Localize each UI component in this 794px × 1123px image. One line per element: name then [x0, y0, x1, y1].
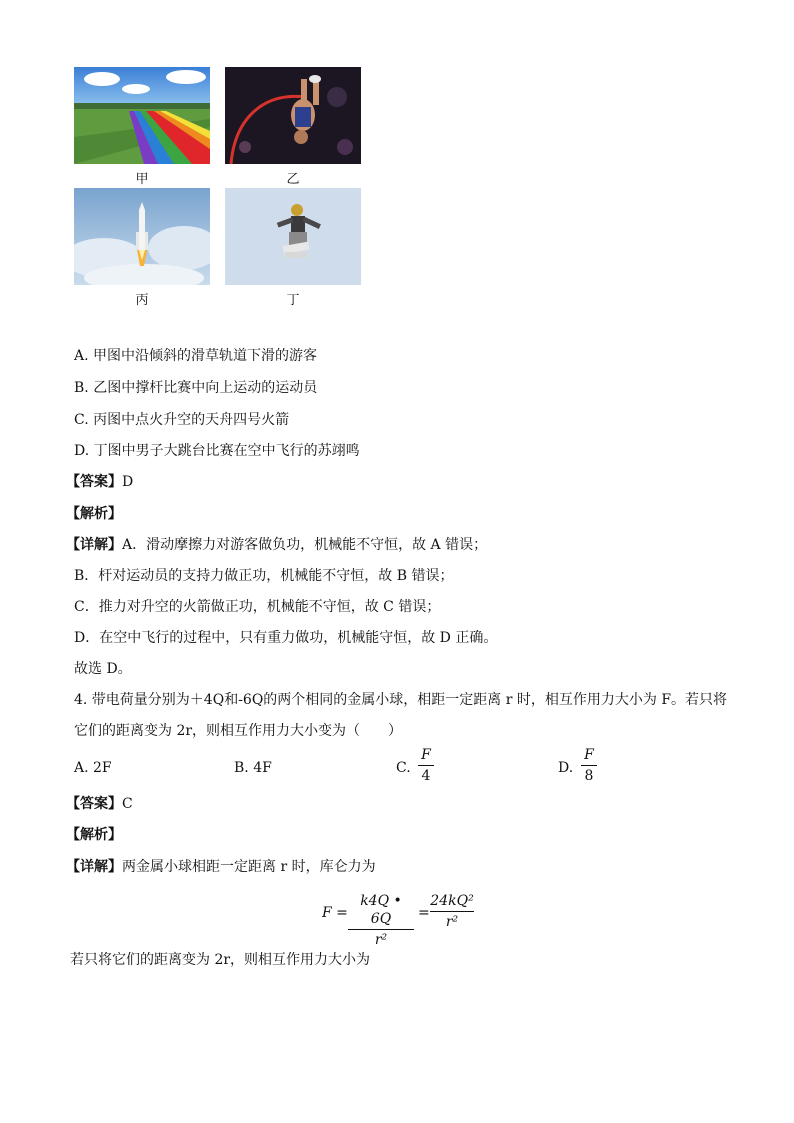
- figure-jia-image: [74, 67, 210, 164]
- q3-answer-tag: 【答案】: [66, 474, 122, 490]
- q4-option-c-bar: [418, 765, 434, 766]
- q3-detail-line-c: C．推力对升空的火箭做正功，机械能不守恒，故 C 错误；: [74, 599, 441, 615]
- q3-detail-line-d: D．在空中飞行的过程中，只有重力做功，机械能守恒，故 D 正确。: [74, 630, 498, 646]
- q4-analysis-tag: 【解析】: [66, 827, 122, 843]
- q3-answer: [66, 472, 133, 492]
- q4-stem-line-2: 它们的距离变为 2r，则相互作用力大小变为（ ）: [74, 723, 403, 739]
- rocket-launch-icon: [74, 188, 210, 285]
- q3-detail-first-line: [66, 535, 487, 555]
- snowboard-jumper-icon: [225, 188, 361, 285]
- q4-formula-fraction-1-denominator: r²: [374, 932, 388, 948]
- q4-option-d-numerator: F: [584, 747, 594, 763]
- q4-formula-fraction-1: [348, 892, 414, 949]
- figure-ding-image: [225, 188, 361, 285]
- q4-answer-tag: 【答案】: [66, 796, 122, 812]
- q4-formula-fraction-1-numerator: k4Q • 6Q: [360, 893, 402, 927]
- q4-option-d-label: D.: [558, 760, 574, 776]
- q4-after-text: 若只将它们的距离变为 2r，则相互作用力大小为: [70, 952, 371, 968]
- pole-vaulter-icon: [225, 67, 361, 164]
- q4-stem-line-1: 4. 带电荷量分别为＋4Q和-6Q的两个相同的金属小球，相距一定距离 r 时，相互作用力大小为 F。若只将: [74, 692, 728, 708]
- figure-jia-caption: 甲: [135, 172, 149, 187]
- q4-detail-tag: 【详解】: [66, 859, 122, 875]
- q4-option-d-denominator: 8: [584, 768, 594, 784]
- figure-ding-caption: 丁: [286, 293, 300, 308]
- q3-detail-line-a: A．滑动摩擦力对游客做负功，机械能不守恒，故 A 错误；: [122, 537, 488, 553]
- q4-formula-fraction-2-bar: [430, 911, 474, 912]
- q3-option-c: C. 丙图中点火升空的天舟四号火箭: [74, 412, 290, 428]
- q3-detail-line-b: B．杆对运动员的支持力做正功，机械能不守恒，故 B 错误；: [74, 568, 454, 584]
- q4-option-d-fraction: [581, 746, 597, 785]
- q4-option-c-fraction: [418, 746, 434, 785]
- q4-formula-fraction-2: [430, 892, 474, 931]
- q4-formula-lhs: F =: [322, 905, 348, 921]
- q4-option-c-label: C.: [396, 760, 411, 776]
- q4-formula-fraction-2-denominator: r²: [445, 914, 459, 930]
- q4-detail-text: 两金属小球相距一定距离 r 时，库仑力为: [122, 859, 376, 875]
- figure-yi-caption: 乙: [286, 172, 300, 187]
- figure-bing-caption: 丙: [135, 293, 149, 308]
- q4-formula-fraction-1-bar: [348, 929, 414, 930]
- q4-formula-fraction-2-numerator: 24kQ²: [430, 893, 474, 909]
- q3-answer-value: D: [122, 474, 134, 490]
- q3-analysis-tag: 【解析】: [66, 506, 122, 522]
- q4-option-b: B. 4F: [234, 760, 272, 776]
- rainbow-grass-slide-icon: [74, 67, 210, 164]
- q4-option-d-bar: [581, 765, 597, 766]
- q4-formula-equals: =: [418, 905, 430, 921]
- q4-answer-value: C: [122, 796, 133, 812]
- q4-option-c-denominator: 4: [421, 768, 431, 784]
- q3-detail-tag: 【详解】: [66, 537, 122, 553]
- q3-option-b: B. 乙图中撑杆比赛中向上运动的运动员: [74, 380, 318, 396]
- figure-yi-image: [225, 67, 361, 164]
- q3-option-d: D. 丁图中男子大跳台比赛在空中飞行的苏翊鸣: [74, 443, 360, 459]
- q3-conclusion: 故选 D。: [74, 661, 132, 677]
- q4-option-a: A. 2F: [74, 760, 112, 776]
- q4-answer: [66, 794, 133, 814]
- q3-option-a: A. 甲图中沿倾斜的滑草轨道下滑的游客: [74, 348, 318, 364]
- q4-detail-line: [66, 857, 376, 877]
- q4-option-c-numerator: F: [421, 747, 431, 763]
- figure-bing-image: [74, 188, 210, 285]
